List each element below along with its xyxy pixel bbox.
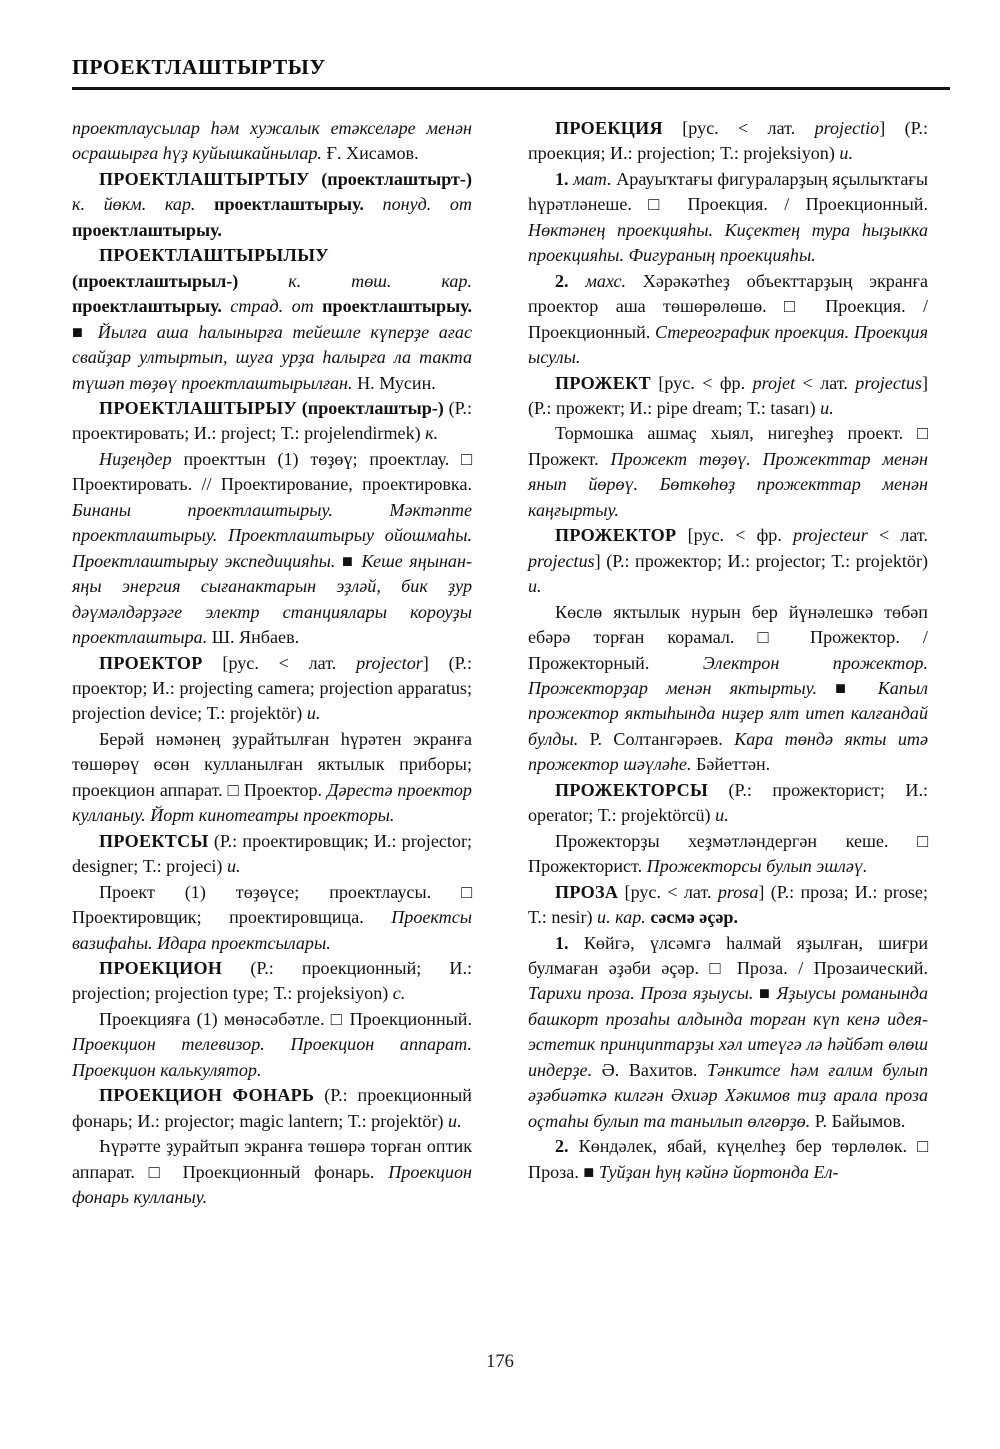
usage-examples: Стереографик проекция. Проекция ысулы. bbox=[528, 321, 928, 368]
sense-number: 2. bbox=[555, 1136, 569, 1157]
part-of-speech: с. bbox=[392, 983, 406, 1004]
entry-proektlashtyrtyu bbox=[72, 167, 472, 243]
entry-proektsion-fonar bbox=[72, 1083, 472, 1134]
usage-examples: Проекцион фонарь кулланыу. bbox=[72, 1161, 473, 1208]
translations: (Р.: прожект; И.: pipe dream; Т.: tasarı) bbox=[528, 397, 816, 418]
open-square-marker bbox=[461, 449, 472, 469]
entry-proektlashtyrylyu bbox=[72, 243, 472, 396]
open-square-marker bbox=[917, 423, 928, 443]
open-square-marker bbox=[758, 627, 787, 647]
entry-proektsion bbox=[72, 956, 472, 1007]
russian-equivalent: Прожект. bbox=[528, 448, 599, 469]
sense-number: 1. bbox=[555, 168, 569, 189]
open-square-marker bbox=[228, 780, 239, 800]
definition-text: Проект (1) төҙөүсе; проектлаусы. bbox=[99, 881, 432, 902]
definition-text: Тормошка ашмаç хыял, нигеҙһеҙ проект. bbox=[555, 423, 904, 444]
russian-equivalent: Проекционный фонарь. bbox=[182, 1161, 375, 1182]
entry-proektsy-definition bbox=[72, 880, 472, 956]
entry-proektsy bbox=[72, 829, 472, 880]
open-square-marker bbox=[149, 1162, 169, 1182]
usage-examples: Проекцион телевизор. Проекцион аппарат. Проекцион калькулятор. bbox=[72, 1034, 472, 1080]
headword: ПРОЖЕКТОР bbox=[555, 525, 677, 546]
field-label: махс. bbox=[585, 270, 627, 291]
etymology-source: projectio bbox=[814, 118, 880, 138]
cross-reference: проектлаштырыу. bbox=[72, 296, 222, 317]
headword: ПРОЕКЦИОН ФОНАРЬ bbox=[99, 1085, 315, 1106]
open-square-marker bbox=[784, 296, 808, 316]
see-abbr: кар. bbox=[615, 907, 646, 928]
entry-proza: ПРОЗА [рус. < лат. prosa] (Р.: проза; И.: prose; Т.: nesir) и. кар. сәсмә әçәр. bbox=[528, 881, 928, 928]
part-of-speech: и. bbox=[597, 907, 611, 928]
headword: ПРОЕКТЛАШТЫРТЫУ bbox=[99, 168, 310, 189]
usage-examples: Прожект төҙөү. Прожекттар менән янып йөрөү. Бөткөһөҙ прожекттар менән каңғыртыу. bbox=[528, 448, 928, 520]
open-square-marker bbox=[917, 1136, 928, 1156]
citation-text: Тәнкитсе һәм ғалим булып әҙәбиәткә килгән Әхиәр Хәкимов тиҙ арала проза оçтаһы булып та танылып өлгөрҙө. bbox=[528, 1059, 929, 1131]
part-of-speech: к. bbox=[425, 423, 439, 444]
open-square-marker bbox=[709, 958, 726, 978]
citation-text: Кеше яңынан-яңы энергия сығанактарын эҙләй, бик ҙур дәүмәлдәрҙәге электр станциялары короуҙы проектлаштыра. bbox=[72, 550, 472, 648]
headword: ПРОЖЕКТОРСЫ bbox=[555, 779, 709, 800]
part-of-speech: и. bbox=[839, 143, 853, 164]
continuation-quote: проектлаусылар һәм хужалык етәкселәре менән осрашырға һүҙ куйышкайнылар. bbox=[72, 118, 472, 164]
citation-text: Кара төндә якты итә прожектор шәүләһе. bbox=[528, 728, 928, 775]
russian-equivalent: Проектировать. // Проектирование, проектировка. bbox=[72, 474, 472, 495]
entry-prozhekt: ПРОЖЕКТ [рус. < фр. projet < лат. projectus] (Р.: прожект; И.: pipe dream; Т.: tasarı) и. bbox=[528, 372, 928, 418]
definition-text: Көйгә, үлсәмгә һалмай яҙылған, шиғри булмаған әҙәби әçәр. bbox=[528, 932, 928, 978]
definition-text: Берәй нәмәнең ҙурайтылған һүрәтен экранға төшөрөү өсөн кулланылған яктылык приборы; проекцион аппарат. bbox=[72, 728, 472, 800]
headword: ПРОЕКТОР bbox=[99, 652, 203, 673]
filled-square-marker bbox=[835, 678, 859, 698]
usage-examples: Дәрестә проектор кулланыу. Йорт кинотеатры проекторы. bbox=[72, 779, 472, 826]
cross-reference: проектлаштырыу. bbox=[214, 194, 364, 215]
header-divider bbox=[72, 87, 950, 90]
definition-text: проекттын (1) төҙөү; проектлау. bbox=[183, 448, 450, 469]
column-container bbox=[0, 116, 1000, 1346]
open-square-marker bbox=[917, 831, 928, 851]
open-square-marker bbox=[461, 882, 472, 902]
translations: (Р.: прожекторист; И.: operator; Т.: projektörcü) bbox=[528, 779, 929, 826]
usage-examples: Прожекторсы булып эшләү. bbox=[646, 856, 868, 877]
voice-abbr: төш. bbox=[351, 270, 392, 291]
citation-text: Йылға аша һалынырға тейешле күперҙе ағас свайҙар ултыртып, шуға урҙа һалырға ла такта түшәп төҙөү проектлаштырылған. bbox=[72, 321, 472, 393]
translations: (Р.: проза; И.: prose; Т.: nesir) bbox=[528, 881, 928, 928]
citation-text: Яҙыусы романында башкорт прозаһы алдында торған күп кенә идея-эстетик принциптарҙы хәл итеүгә лә һәйбәт өлөш индерҙе. bbox=[528, 983, 928, 1080]
translations: (Р.: проектировать; И.: project; Т.: projelendirmek) bbox=[72, 397, 472, 444]
headword: ПРОЕКТСЫ bbox=[99, 830, 209, 851]
definition-text: Арауыҡтағы фигураларҙың яçылыҡтағы һүрәтләнеше. bbox=[528, 168, 928, 215]
headword: ПРОЕКЦИОН bbox=[99, 957, 223, 978]
filled-square-marker bbox=[759, 983, 771, 1003]
part-of-speech: и. bbox=[306, 703, 321, 724]
definition-text: Проекцияға (1) мөнәсәбәтле. bbox=[99, 1008, 325, 1029]
voice-abbr: йөкм. bbox=[103, 194, 147, 215]
russian-equivalent: Проза. bbox=[528, 1161, 579, 1182]
etymology-source-latin: projectus bbox=[855, 372, 922, 393]
citation-author: Ш. Янбаев. bbox=[211, 627, 300, 648]
continuation-paragraph bbox=[72, 116, 472, 167]
headword: ПРОЖЕКТ bbox=[555, 372, 651, 393]
citation-author: Р. Байымов. bbox=[814, 1110, 906, 1131]
citation-author: Р. Солтангәрәев. bbox=[589, 728, 723, 749]
citation-author: Н. Мусин. bbox=[357, 372, 436, 393]
filled-square-marker bbox=[342, 551, 355, 571]
sense-number: 1. bbox=[555, 932, 569, 953]
see-abbr: кар. bbox=[441, 270, 472, 291]
entry-prozhektorsy bbox=[528, 778, 928, 829]
russian-gloss: страд. от bbox=[230, 296, 314, 317]
filled-square-marker bbox=[72, 322, 88, 342]
open-square-marker bbox=[331, 1009, 344, 1029]
entry-proektsion-fonar-definition bbox=[72, 1134, 472, 1210]
translations: (Р.: проекция; И.: projection; Т.: projeksiyon) bbox=[528, 118, 928, 164]
entry-prozhekt-definition bbox=[528, 421, 928, 523]
russian-equivalent: Проекция. / Проекционный. bbox=[528, 296, 929, 342]
definition-text: Көслө яктылык нурын бер йүнәлешкә төбәп ебәрә торған корамал. bbox=[528, 601, 928, 648]
entry-prozhektorsy-definition bbox=[528, 829, 928, 880]
entry-proza-sense-2 bbox=[528, 1134, 928, 1185]
entry-stem: (проектлаштырт-) bbox=[321, 168, 472, 189]
filled-square-marker bbox=[583, 1162, 594, 1182]
see-abbr: кар. bbox=[164, 194, 196, 215]
russian-gloss: понуд. от bbox=[382, 194, 472, 215]
etymology-source: projector bbox=[356, 652, 423, 673]
entry-proektlashtyryu-definition bbox=[72, 447, 472, 651]
entry-proektor-definition bbox=[72, 727, 472, 829]
see-also-reference: сәсмә әçәр. bbox=[650, 907, 738, 928]
citation-author: Ә. Вахитов. bbox=[601, 1059, 698, 1080]
entry-proektlashtyryu bbox=[72, 396, 472, 447]
right-column bbox=[500, 116, 1000, 1346]
russian-equivalent: Проектировщик; проектировщица. bbox=[72, 907, 364, 928]
part-of-speech: и. bbox=[820, 397, 834, 418]
translations: (Р.: проектировщик; И.: projector; designer; Т.: projeci) bbox=[72, 830, 473, 877]
entry-prozhektor: ПРОЖЕКТОР [рус. < фр. projecteur < лат. projectus] (Р.: прожектор; И.: projector; Т.: projektör) и. bbox=[528, 525, 928, 597]
translations: (Р.: проекционный; И.: projection; projection type; Т.: projeksiyon) bbox=[72, 957, 472, 1004]
russian-equivalent: Прожекторист. bbox=[528, 856, 643, 877]
definition-lead: Ниҙеңдер bbox=[99, 448, 172, 469]
usage-examples: Тарихи проза. Проза яҙыусы. bbox=[528, 983, 754, 1004]
headword: ПРОЕКЦИЯ bbox=[555, 118, 663, 138]
entry-proektsiya-sense-1 bbox=[528, 167, 928, 269]
headword: ПРОЕКТЛАШТЫРЫЛЫУ bbox=[99, 245, 329, 266]
translations: (Р.: проекционный фонарь; И.: projector; magic lantern; Т.: projektör) bbox=[72, 1085, 472, 1131]
grammar-label: к. bbox=[72, 194, 85, 215]
entry-stem: (проектлаштыр-) bbox=[301, 397, 444, 418]
usage-examples: Проектсы вазифаһы. Идара проектсылары. bbox=[72, 907, 472, 953]
russian-equivalent: Прожектор. / Прожекторный. bbox=[528, 627, 928, 673]
translations: (Р.: проектор; И.: projecting camera; projection apparatus; projection device; Т.: projektör) bbox=[72, 652, 472, 724]
entry-proektsion-definition bbox=[72, 1007, 472, 1083]
part-of-speech: и. bbox=[715, 805, 729, 826]
page-number: 176 bbox=[486, 1352, 514, 1372]
etymology-source-french: projet bbox=[752, 372, 796, 393]
russian-equivalent: Проекция. / Проекционный. bbox=[687, 194, 929, 215]
entry-proektsiya: ПРОЕКЦИЯ [рус. < лат. projectio] (Р.: проекция; И.: projection; Т.: projeksiyon) и. bbox=[528, 118, 928, 164]
headword: ПРОЗА bbox=[555, 881, 619, 902]
russian-equivalent: Проза. / Прозаический. bbox=[736, 957, 929, 978]
part-of-speech: и. bbox=[528, 576, 542, 597]
russian-equivalent: Проектор. bbox=[243, 779, 323, 800]
etymology-source-french: projecteur bbox=[793, 525, 868, 546]
open-square-marker bbox=[648, 194, 671, 214]
part-of-speech: и. bbox=[448, 1110, 462, 1131]
russian-cross-reference: проектлаштырыу. bbox=[322, 296, 472, 317]
entry-proza-sense-1 bbox=[528, 931, 928, 1135]
translations: (Р.: прожектор; И.: projector; Т.: projektör) bbox=[606, 550, 928, 571]
citation-text: Туйҙан һуң кәйнә йортонда Ел- bbox=[598, 1161, 839, 1182]
definition-text: Һүрәтте ҙурайтып экранға төшөрә торған оптик аппарат. bbox=[72, 1136, 472, 1182]
entry-prozhektor-definition bbox=[528, 600, 928, 778]
running-head-title: ПРОЕКТЛАШТЫРТЫУ bbox=[72, 55, 326, 79]
definition-text: Прожекторҙы хеҙмәтләндергән кеше. bbox=[555, 830, 889, 851]
definition-text: Көндәлек, ябай, күңелһеҙ бер төрлөлөк. bbox=[578, 1136, 908, 1157]
headword: ПРОЕКТЛАШТЫРЫУ bbox=[99, 397, 298, 418]
citation-author: Бәйеттән. bbox=[696, 754, 771, 775]
russian-equivalent: Проекционный. bbox=[349, 1008, 472, 1029]
etymology-source-latin: projectus bbox=[528, 550, 595, 571]
entry-stem: (проектлаштырыл-) bbox=[72, 270, 239, 291]
usage-examples: Нөктәнең проекцияһы. Киçектең тура һыҙыкка проекцияһы. Фигураның проекцияһы. bbox=[528, 219, 928, 266]
left-column bbox=[0, 116, 500, 1346]
etymology-source: prosa bbox=[717, 881, 759, 902]
definition-text: Хәрәкәтһеҙ объекттарҙың экранға проектор аша төшөрөлөшө. bbox=[528, 270, 928, 317]
continuation-attribution: Ғ. Хисамов. bbox=[326, 143, 419, 164]
usage-examples: Бинаны проектлаштырыу. Мәктәпте проектлаштырыу. Проектлаштырыу ойошмаһы. Проектлаштырыу экспедицияһы. bbox=[72, 499, 472, 571]
entry-proektsiya-sense-2 bbox=[528, 269, 928, 371]
grammar-label: к. bbox=[288, 270, 302, 291]
russian-cross-reference: проектлаштырыу. bbox=[72, 219, 222, 240]
field-label: мат. bbox=[573, 168, 612, 189]
part-of-speech: и. bbox=[226, 856, 241, 877]
sense-number: 2. bbox=[555, 270, 569, 291]
running-head bbox=[72, 56, 952, 90]
usage-examples: Электрон прожектор. Прожекторҙар менән яктыртыу. bbox=[528, 652, 928, 698]
citation-text: Капыл прожектор яктыһында ниҙер ялт итеп калғандай булды. bbox=[528, 677, 928, 749]
entry-proektor: ПРОЕКТОР [рус. < лат. projector] (Р.: проектор; И.: projecting camera; projection apparatus; projection device; Т.: projektör) и. bbox=[72, 652, 472, 724]
